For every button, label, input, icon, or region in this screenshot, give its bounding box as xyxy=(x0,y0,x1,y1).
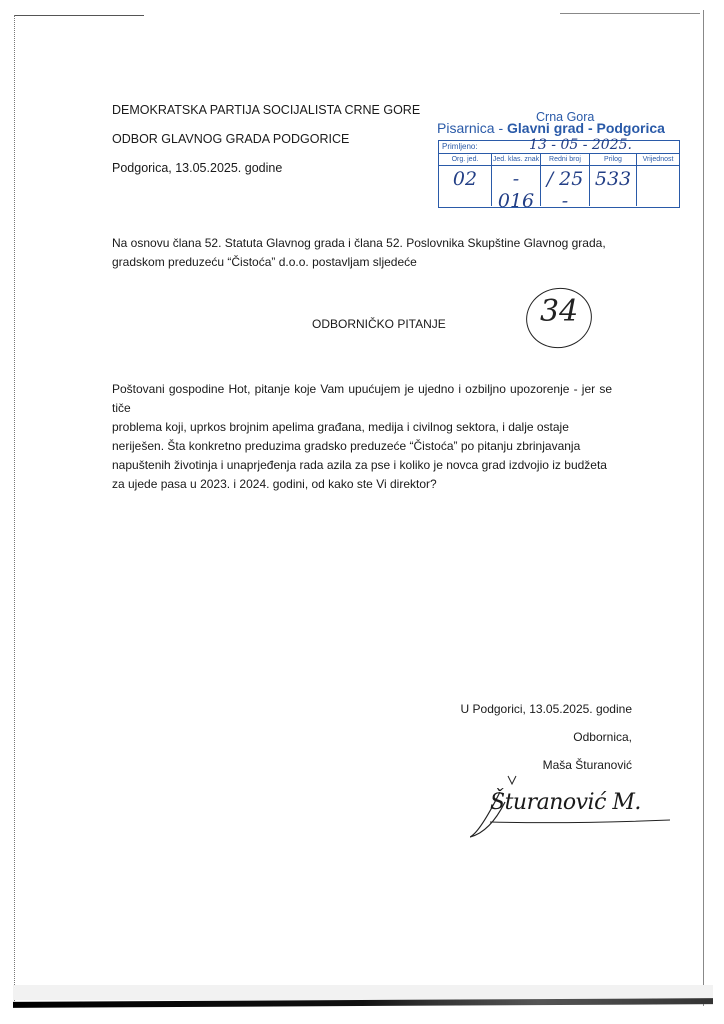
stamp-col-value: / 25 - xyxy=(546,168,584,212)
body-line: neriješen. Šta konkretno preduzima gradsko preduzeće “Čistoća” po pitanju zbrinjavanja xyxy=(112,439,581,453)
stamp-col-serial xyxy=(541,154,590,212)
question-body xyxy=(112,380,612,494)
signer-name: Maša Šturanović xyxy=(542,758,632,772)
stamp-col-label: Redni broj xyxy=(541,154,589,166)
organization-name: DEMOKRATSKA PARTIJA SOCIJALISTA CRNE GORE xyxy=(112,103,421,117)
stamp-office xyxy=(437,120,665,136)
stamp-col-class xyxy=(492,154,541,212)
stamp-received-label: Primljeno: xyxy=(442,142,478,151)
stamp-office-main: Glavni grad - Podgorica xyxy=(507,120,665,136)
signature-caron xyxy=(508,776,516,784)
handwritten-number: 34 xyxy=(540,294,579,329)
document-title: ODBORNIČKO PITANJE xyxy=(312,317,446,331)
signer-role: Odbornica, xyxy=(573,730,632,744)
intro-line-2: gradskom preduzeću “Čistoća” d.o.o. postavljam sljedeće xyxy=(112,255,417,269)
intro-line-1: Na osnovu člana 52. Statuta Glavnog grada i člana 52. Poslovnika Skupštine Glavnog grada, xyxy=(112,236,606,250)
stamp-received-row xyxy=(439,137,679,154)
scan-edge-right xyxy=(703,10,704,1006)
signature: Šturanović M. xyxy=(490,790,641,815)
stamp-col-value-field xyxy=(637,154,679,206)
stamp-received-date: 13 - 05 - 2025. xyxy=(529,137,632,153)
signature-underline xyxy=(490,820,670,823)
stamp-col-value: - 016 xyxy=(497,168,535,212)
stamp-col-value: 02 xyxy=(452,168,478,190)
body-line: Poštovani gospodine Hot, pitanje koje Vam upućujem je ujedno i ozbiljno upozorenje - jer se tiče xyxy=(112,382,612,415)
body-line: problema koji, uprkos brojnim apelima građana, medija i civilnog sektora, i dalje ostaje xyxy=(112,420,569,434)
stamp-col-org xyxy=(439,154,492,206)
body-line: napuštenih životinja i unaprjeđenja rada azila za pse i koliko je novca grad izdvojio iz budžeta xyxy=(112,458,607,472)
committee-name: ODBOR GLAVNOG GRADA PODGORICE xyxy=(112,132,350,146)
stamp-col-value: 533 xyxy=(594,168,632,190)
stamp-office-prefix: Pisarnica - xyxy=(437,120,508,136)
stamp-columns xyxy=(439,154,679,212)
closing-place-date: U Podgorici, 13.05.2025. godine xyxy=(460,702,632,716)
header-place-date: Podgorica, 13.05.2025. godine xyxy=(112,161,283,175)
stamp-col-label: Prilog xyxy=(590,154,636,166)
stamp-col-label: Jed. klas. znak xyxy=(492,154,540,166)
stamp-country: Crna Gora xyxy=(536,110,595,124)
scan-edge-top-right xyxy=(560,13,700,14)
body-line: za ujede pasa u 2023. i 2024. godini, od kako ste Vi direktor? xyxy=(112,477,437,491)
stamp-col-attachment xyxy=(590,154,637,206)
scan-edge-left xyxy=(14,15,15,1005)
stamp-col-label: Org. jed. xyxy=(439,154,491,166)
registry-stamp xyxy=(438,137,680,212)
scan-edge-top xyxy=(14,15,144,16)
stamp-col-label: Vrijednost xyxy=(637,154,679,166)
